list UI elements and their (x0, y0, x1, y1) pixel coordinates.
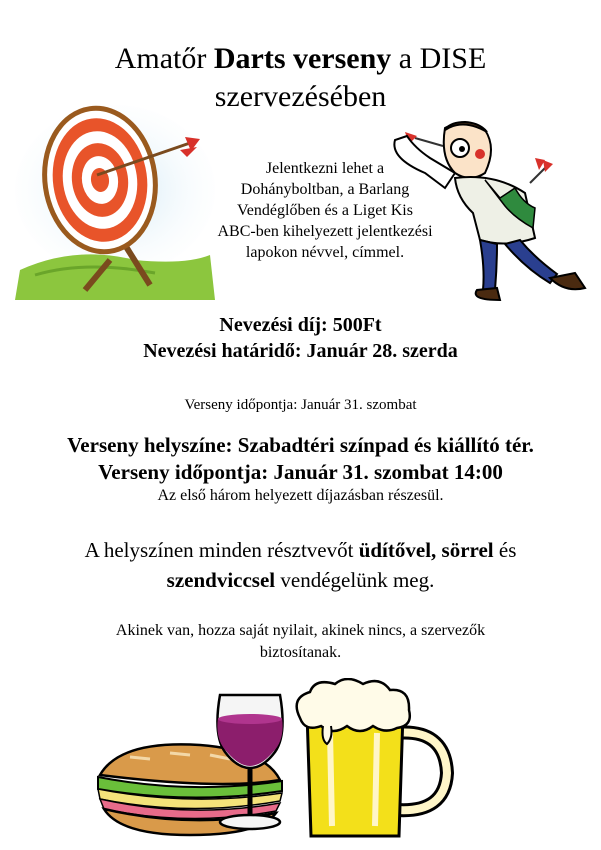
beer-mug-icon (285, 678, 455, 843)
registration-info: Jelentkezni lehet a Dohányboltban, a Barlang Vendéglőben és a Liget Kis ABC-ben kihelyezett jelentkezési lapokon névvel, címmel. (217, 160, 433, 261)
dart-player-icon (385, 118, 590, 303)
venue-block (0, 432, 601, 486)
wine-glass-icon (205, 690, 295, 835)
bring-darts-info: Akinek van, hozza saját nyilait, akinek nincs, a szervezők biztosítanak. (115, 622, 486, 661)
title-line-1: Amatőr Darts verseny a DISE (114, 42, 487, 75)
title-line-2: szervezésében (214, 80, 387, 113)
entry-fee-block (0, 312, 601, 364)
hospitality-info (0, 535, 601, 595)
event-date-small: Verseny időpontja: Január 31. szombat (184, 397, 417, 413)
venue-line: Verseny helyszíne: Szabadtéri színpad és kiállító tér. (67, 433, 534, 457)
entry-deadline: Nevezési határidő: Január 28. szerda (143, 340, 458, 362)
hospitality-line-1: A helyszínen minden résztvevőt üdítővel, sörrel és (84, 538, 517, 562)
title-bold: Darts verseny (213, 42, 392, 75)
event-time-line: Verseny időpontja: Január 31. szombat 14:00 (98, 460, 503, 484)
entry-fee: Nevezési díj: 500Ft (219, 314, 382, 336)
prize-info: Az első három helyezett díjazásban részesül. (157, 487, 444, 504)
hospitality-line-2: szendviccsel vendégelünk meg. (166, 568, 435, 592)
dartboard-target-icon (15, 95, 215, 305)
